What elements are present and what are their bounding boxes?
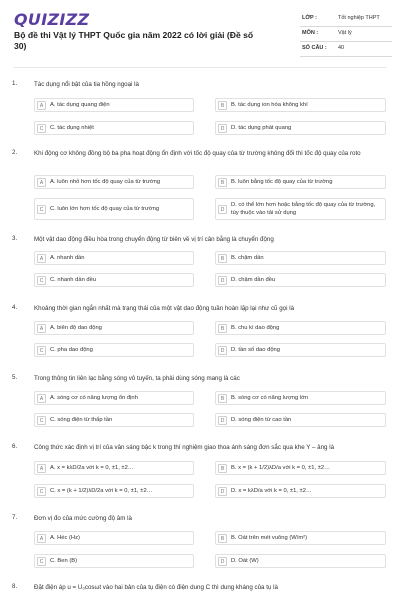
option-letter-box: B xyxy=(218,178,227,187)
option-letter-box: D xyxy=(218,557,227,566)
option-d[interactable] xyxy=(215,198,386,220)
option-text: A. x = kλD/2a với k = 0, ±1, ±2… xyxy=(50,465,134,471)
option-letter-box: B xyxy=(218,534,227,543)
question-text: Trong thông tin liên lạc bằng sóng vô tuyến, ta phải dùng sóng mang là các xyxy=(34,375,240,382)
option-b[interactable] xyxy=(215,321,386,335)
option-c[interactable] xyxy=(34,121,194,135)
option-a[interactable] xyxy=(34,461,194,475)
option-letter-box: A xyxy=(37,394,46,403)
option-text: A. nhanh dần xyxy=(50,255,85,261)
option-c[interactable] xyxy=(34,343,194,357)
option-letter-box: C xyxy=(37,346,46,355)
option-text: D. có thể lớn hơn hoặc bằng tốc độ quay của từ trường, tùy thuộc vào tải sử dụng xyxy=(231,202,376,216)
question-text: Khi động cơ không đồng bộ ba pha hoạt động ổn định với tốc độ quay của từ trường không đổi thì tốc độ quay của roto xyxy=(34,150,361,157)
option-letter-box: B xyxy=(218,394,227,403)
option-a[interactable] xyxy=(34,175,194,189)
option-letter-box: C xyxy=(37,205,46,214)
option-letter-box: B xyxy=(218,101,227,110)
option-text: A. biên độ dao động xyxy=(50,325,102,331)
question-number: 1. xyxy=(12,80,18,87)
question-number: 8. xyxy=(12,583,18,590)
question-number: 3. xyxy=(12,235,18,242)
option-letter-box: C xyxy=(37,487,46,496)
meta-label: SỐ CÂU : xyxy=(302,45,327,51)
option-b[interactable] xyxy=(215,531,386,545)
option-text: A. tác dụng quang điện xyxy=(50,102,110,108)
option-text: A. luôn nhỏ hơn tốc độ quay của từ trường xyxy=(50,179,161,185)
option-text: D. x = kλD/a với k = 0, ±1, ±2… xyxy=(231,488,312,494)
option-d[interactable] xyxy=(215,413,386,427)
quizizz-logo: QUIZIZZ xyxy=(14,10,90,29)
question-number: 2. xyxy=(12,149,18,156)
option-a[interactable] xyxy=(34,251,194,265)
option-c[interactable] xyxy=(34,554,194,568)
question-text: Đơn vị đo của mức cường độ âm là xyxy=(34,515,132,522)
meta-row-subject xyxy=(300,27,392,42)
option-letter-box: D xyxy=(218,205,227,214)
option-letter-box: D xyxy=(218,416,227,425)
question-text: Công thức xác định vị trí của vân sáng bậc k trong thí nghiệm giao thoa ánh sáng đơn sắc qua khe Y – âng là xyxy=(34,444,335,451)
option-a[interactable] xyxy=(34,98,194,112)
option-letter-box: A xyxy=(37,324,46,333)
meta-value: 40 xyxy=(338,45,345,51)
option-c[interactable] xyxy=(34,273,194,287)
option-letter-box: C xyxy=(37,124,46,133)
option-b[interactable] xyxy=(215,251,386,265)
option-d[interactable] xyxy=(215,121,386,135)
option-letter-box: B xyxy=(218,464,227,473)
option-letter-box: A xyxy=(37,534,46,543)
option-c[interactable] xyxy=(34,484,194,498)
option-text: D. tác dụng phát quang xyxy=(231,125,292,131)
option-b[interactable] xyxy=(215,391,386,405)
option-text: D. Oát (W) xyxy=(231,558,259,564)
option-b[interactable] xyxy=(215,98,386,112)
option-text: D. sóng điện từ cao tần xyxy=(231,417,292,423)
option-a[interactable] xyxy=(34,391,194,405)
option-letter-box: D xyxy=(218,346,227,355)
option-letter-box: A xyxy=(37,464,46,473)
option-letter-box: C xyxy=(37,276,46,285)
question-number: 5. xyxy=(12,374,18,381)
meta-value: Tốt nghiệp THPT xyxy=(338,15,380,21)
option-a[interactable] xyxy=(34,321,194,335)
option-d[interactable] xyxy=(215,554,386,568)
option-letter-box: C xyxy=(37,416,46,425)
question-number: 6. xyxy=(12,443,18,450)
option-text: B. x = (k + 1/2)λD/a với k = 0, ±1, ±2… xyxy=(231,465,330,471)
option-a[interactable] xyxy=(34,531,194,545)
worksheet-header xyxy=(0,0,400,70)
option-text: B. luôn bằng tốc độ quay của từ trường xyxy=(231,179,333,185)
question-text: Đặt điện áp u = U₀cosωt vào hai bản của tụ điện có điện dung C thì dung kháng của tụ là xyxy=(34,584,278,591)
header-divider xyxy=(14,67,386,68)
option-text: C. pha dao động xyxy=(50,347,93,353)
question-text: Một vật dao động điều hòa trong chuyển động từ biên về vị trí cân bằng là chuyển động xyxy=(34,236,274,243)
option-b[interactable] xyxy=(215,175,386,189)
option-letter-box: D xyxy=(218,487,227,496)
option-text: D. tần số dao động xyxy=(231,347,280,353)
option-text: D. chậm dần đều xyxy=(231,277,276,283)
meta-row-class xyxy=(300,12,392,27)
question-number: 4. xyxy=(12,304,18,311)
option-letter-box: D xyxy=(218,124,227,133)
question-text: Khoảng thời gian ngắn nhất mà trạng thái của một vật dao động tuần hoàn lặp lại như cũ gọi là xyxy=(34,305,295,312)
option-text: A. Héc (Hz) xyxy=(50,535,80,541)
option-text: A. sóng cơ có năng lượng ổn định xyxy=(50,395,138,401)
option-text: C. tác dụng nhiệt xyxy=(50,125,94,131)
question-number: 7. xyxy=(12,514,18,521)
option-letter-box: D xyxy=(218,276,227,285)
option-letter-box: A xyxy=(37,101,46,110)
option-c[interactable] xyxy=(34,198,194,220)
option-letter-box: B xyxy=(218,324,227,333)
option-d[interactable] xyxy=(215,484,386,498)
option-text: B. sóng cơ có năng lượng lớn xyxy=(231,395,309,401)
option-letter-box: C xyxy=(37,557,46,566)
option-text: C. luôn lớn hơn tốc độ quay của từ trường xyxy=(50,206,160,212)
meta-label: MÔN : xyxy=(302,30,319,36)
option-text: B. tác dụng ion hóa không khí xyxy=(231,102,308,108)
option-text: C. nhanh dần đều xyxy=(50,277,97,283)
option-letter-box: A xyxy=(37,178,46,187)
option-text: C. Ben (B) xyxy=(50,558,78,564)
meta-label: LỚP : xyxy=(302,15,317,21)
option-text: C. sóng điện từ thấp tần xyxy=(50,417,113,423)
question-text: Tác dụng nổi bật của tia hồng ngoại là xyxy=(34,81,139,88)
option-text: B. chậm dần xyxy=(231,255,264,261)
meta-row-count xyxy=(300,42,392,57)
document-title: Bộ đề thi Vật lý THPT Quốc gia năm 2022 có lời giải (Đề số 30) xyxy=(14,30,254,51)
option-text: C. x = (k + 1/2)λD/2a với k = 0, ±1, ±2… xyxy=(50,488,153,494)
option-d[interactable] xyxy=(215,343,386,357)
meta-value: Vật lý xyxy=(338,30,352,36)
meta-table xyxy=(300,12,392,57)
option-text: B. Oát trên mét vuông (W/m²) xyxy=(231,535,308,541)
option-c[interactable] xyxy=(34,413,194,427)
option-letter-box: A xyxy=(37,254,46,263)
option-d[interactable] xyxy=(215,273,386,287)
option-letter-box: B xyxy=(218,254,227,263)
option-text: B. chu kì dao động xyxy=(231,325,280,331)
option-b[interactable] xyxy=(215,461,386,475)
